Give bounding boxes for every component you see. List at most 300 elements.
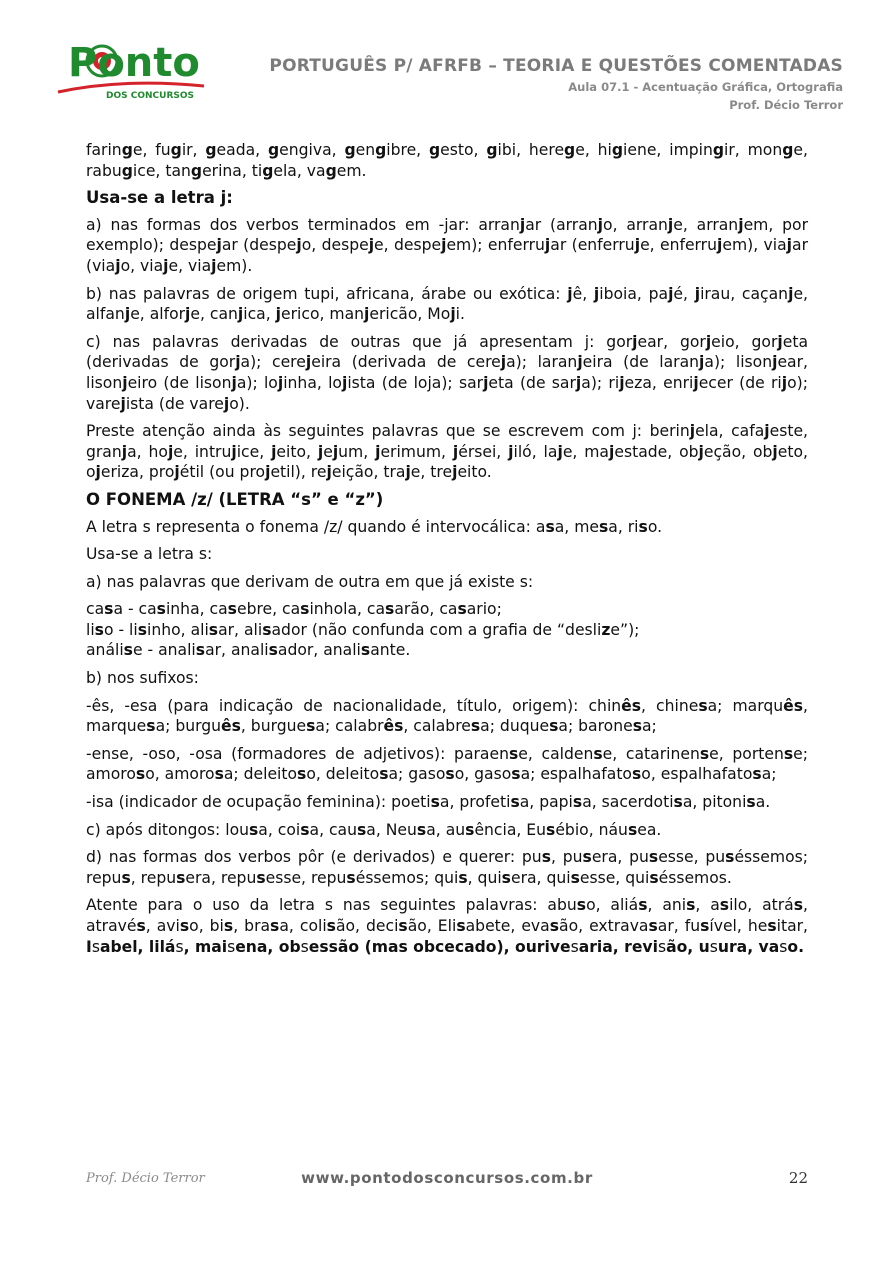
text-run: Preste atenção ainda às seguintes palavras que se escrevem com j: berin [86,422,690,441]
text-run: ica, [243,305,276,324]
text-run: Atente para o uso da letra s nas seguintes palavras: abu [86,896,577,915]
text-run: ear, lison [86,353,808,392]
highlighted-letter: j [115,256,121,275]
highlighted-letter: s [545,517,555,536]
text-run: ibi, here [497,141,565,159]
highlighted-letter: j [163,256,169,275]
text-run: a); lo [236,373,278,392]
highlighted-letter: s [357,820,367,839]
highlighted-letter: j [716,236,723,255]
text-run: o, aliá [586,896,639,915]
text-run: era, repu [185,868,257,887]
text-run: o - li [103,620,138,639]
section-heading: Usa-se a letra j: [86,188,233,208]
text-run: esse, pu [658,848,726,867]
text-run: a; marqu [707,696,784,715]
highlighted-letter: s [511,765,521,784]
text-run: esse, repu [265,868,347,887]
text-run: en [355,141,376,159]
text-run: , ani [647,896,687,915]
highlighted-letter: s [208,620,219,639]
highlighted-letter: j [693,373,699,392]
text-run: em); enferru [446,236,545,255]
text-run: ar (despe [221,236,297,255]
text-run: eto, o [86,442,808,482]
text-run: , chine [641,696,699,715]
text-run: ice, tan [132,161,191,180]
text-run: a, papi [519,793,573,812]
text-run: esse, qui [579,868,650,887]
highlighted-letter: j [577,353,583,372]
text-run: este, gran [86,422,808,461]
highlighted-letter: s [501,868,511,887]
text-run: s [779,937,788,956]
highlighted-letter: j [441,236,447,255]
highlighted-letter: s [570,868,580,887]
text-run: a) nas formas dos verbos terminados em -jar: arran [86,215,520,234]
text-run: ebre, ca [236,600,301,619]
text-run: a, ho [127,442,168,461]
text-run: ar (arran [525,215,598,234]
highlighted-letter: aria, revi [578,937,658,956]
highlighted-letter: s [576,896,587,915]
text-run: ar (enferru [550,236,635,255]
paragraph [86,332,808,414]
highlighted-letter: g [429,141,441,159]
highlighted-letter: s [176,868,186,887]
paragraph [86,517,808,538]
text-run: a; gaso [388,765,446,784]
highlighted-letter: s [546,820,556,839]
highlighted-letter: j [772,353,778,372]
paragraph [86,599,808,620]
highlighted-letter: s [638,896,648,915]
highlighted-letter: s [456,917,466,935]
document-body [86,140,808,964]
text-run: , avi [145,917,180,935]
text-run: a, profeti [439,793,511,812]
text-run: erico, man [281,305,365,324]
text-run: ista (de vare [125,394,224,413]
highlighted-letter: g [170,141,182,159]
text-run: itar, [776,917,809,935]
highlighted-letter: j [122,373,128,392]
text-run: abete, eva [465,917,550,935]
highlighted-letter: s [104,600,114,619]
text-run: i. [455,305,465,324]
text-run: e, alfan [86,284,808,324]
text-run: s [175,937,184,956]
text-run: e, despe [374,236,442,255]
text-run: b) nas palavras de origem tupi, africana, árabe ou exótica: [86,284,568,303]
paragraph [86,544,808,565]
highlighted-letter: s [457,600,467,619]
text-run: erimum, [380,442,453,461]
highlighted-letter: essão (mas obcecado), ourive [308,937,571,956]
highlighted-letter: j [95,463,101,482]
text-run: eiro (de lison [127,373,232,392]
highlighted-letter: j [575,373,582,392]
highlighted-letter: j [121,442,128,461]
highlighted-letter: ês [621,696,642,715]
footer-website-link[interactable]: www.pontodosconcursos.com.br [301,1169,593,1187]
footer-author: Prof. Décio Terror [86,1171,205,1186]
text-run: inhola, ca [309,600,386,619]
text-run: c) nas palavras derivadas de outras que já apresentam j: gor [86,332,633,351]
highlighted-letter: , mai [183,937,228,956]
page-number: 22 [788,1169,808,1187]
text-run: esto, [440,141,487,159]
highlighted-letter: j [698,442,704,461]
text-run: a, pitoni [682,793,747,812]
highlighted-letter: s [631,765,642,784]
text-run: b) nos sufixos: [86,669,199,688]
text-run: ear, gor [637,332,706,351]
highlighted-letter: s [627,820,638,839]
text-run: ar, fu [657,917,701,935]
text-run: ir, mon [724,141,783,159]
highlighted-letter: z [601,620,611,639]
text-run: , a [695,896,720,915]
ponto-logo [54,34,214,104]
paragraph [86,895,808,957]
highlighted-letter: g [121,161,133,180]
text-run: a) nas palavras que derivam de outra em que já existe s: [86,572,534,591]
highlighted-letter: g [267,141,280,159]
text-run: em. [336,161,367,180]
highlighted-letter: s [793,896,804,915]
text-run: ista (de loja); sar [347,373,484,392]
text-run: e, can [190,305,238,324]
text-run: a); laran [506,353,578,372]
text-run: o); vare [86,373,808,413]
highlighted-letter: s [300,820,310,839]
text-run: inho, ali [147,620,209,639]
highlighted-letter: s [632,717,642,736]
highlighted-letter: g [325,161,337,180]
highlighted-letter: s [783,744,794,763]
text-run: ela, cafa [695,422,765,441]
paragraph [86,668,808,689]
text-run: eira (derivada de cere [311,353,501,372]
highlighted-letter: j [271,442,277,461]
highlighted-letter: j [364,305,370,324]
text-run: e, tre [410,463,453,482]
highlighted-letter: j [211,256,217,275]
paragraph [86,421,808,483]
logo-mark [54,34,214,104]
highlighted-letter: s [249,820,259,839]
text-run: iboia, pa [599,284,669,303]
text-run: erina, ti [202,161,263,180]
text-run: farin [86,141,122,159]
text-run: a, ri [608,517,639,536]
highlighted-letter: s [385,600,395,619]
highlighted-letter: s [746,793,756,812]
highlighted-letter: j [231,373,237,392]
highlighted-letter: j [216,236,222,255]
highlighted-letter: j [452,463,458,482]
highlighted-letter: s [541,848,551,867]
highlighted-letter: g [486,141,498,159]
paragraph [86,744,808,785]
highlighted-letter: s [137,620,148,639]
highlighted-letter: s [470,717,481,736]
text-run: a; burgu [155,717,222,736]
highlighted-letter: j [764,422,770,441]
text-run: li [86,620,95,639]
highlighted-letter: j [405,463,411,482]
text-run: e, fu [132,141,171,159]
text-run: eriza, pro [100,463,175,482]
text-run: o, amoro [145,765,215,784]
text-run: o, espalhafato [641,765,753,784]
text-run: em), via [722,236,787,255]
paragraph [86,572,808,593]
highlighted-letter: s [146,717,156,736]
text-run: , pu [551,848,583,867]
highlighted-letter: s [700,917,710,935]
highlighted-letter: g [375,141,387,159]
highlighted-letter: s [572,793,583,812]
highlighted-letter: j [332,442,339,461]
paragraph [86,696,808,737]
highlighted-letter: g [121,141,133,159]
text-run: arão, ca [394,600,458,619]
highlighted-letter: s [549,717,559,736]
text-run: , bra [233,917,271,935]
text-run: e, rabu [86,141,808,180]
highlighted-letter: j [668,284,674,303]
text-run: Usa-se a letra s: [86,545,213,564]
highlighted-letter: I [86,937,92,956]
text-run: é, [673,284,695,303]
text-run: a; espalhafato [520,765,632,784]
text-run: a, cau [309,820,357,839]
highlighted-letter: g [344,141,356,159]
highlighted-letter: ês [783,696,804,715]
highlighted-letter: j [368,236,375,255]
paragraph [86,620,808,641]
text-run: ador (não confunda com a grafia de “desli [271,620,602,639]
text-run: o, deleito [306,765,380,784]
text-run: ecer (de ri [698,373,782,392]
highlighted-letter: s [416,820,427,839]
highlighted-letter: s [752,765,762,784]
highlighted-letter: s [725,848,735,867]
highlighted-letter: j [237,305,244,324]
highlighted-letter: s [360,641,371,660]
text-run: e, hi [575,141,612,159]
highlighted-letter: s [686,896,696,915]
highlighted-letter: j [508,442,514,461]
highlighted-letter: s [123,641,133,660]
text-run: irau, caçan [700,284,789,303]
highlighted-letter: s [379,765,389,784]
highlighted-letter: g [712,141,725,159]
text-run: , marque [86,696,808,736]
text-run: érsei, [458,442,509,461]
text-run: e, arran [673,215,739,234]
text-run: ador, anali [277,641,361,660]
text-run: ilo, atrá [729,896,794,915]
text-run: e [323,442,333,461]
text-run: ê, [572,284,594,303]
highlighted-letter: s [599,517,609,536]
text-run: a; barone [558,717,633,736]
highlighted-letter: j [305,353,312,372]
text-run: a. [755,793,771,812]
text-run: e, via [168,256,212,275]
highlighted-letter: j [557,442,563,461]
text-run: o, arran [603,215,668,234]
highlighted-letter: ão, u [666,937,710,956]
text-run: o, via [120,256,164,275]
highlighted-letter: j [375,442,381,461]
text-run: a; calabr [315,717,384,736]
text-run: eza, enri [624,373,694,392]
text-run: s [570,937,579,956]
highlighted-letter: j [544,236,551,255]
text-run: em, por exemplo); despe [86,215,808,255]
highlighted-letter: s [458,868,468,887]
highlighted-letter: j [235,353,241,372]
text-run: ar, anali [205,641,269,660]
text-run: a; [761,765,777,784]
section-heading: O FONEMA /z/ (LETRA “s” e “z”) [86,489,384,509]
text-run: ébio, náu [555,820,628,839]
highlighted-letter: j [689,422,696,441]
text-run: s [300,937,309,956]
text-run: inha, ca [165,600,228,619]
highlighted-letter: s [549,917,560,935]
text-run: ar, ali [218,620,263,639]
text-run: ante. [370,641,411,660]
highlighted-letter: s [94,620,104,639]
text-run: e, catarinen [602,744,700,763]
highlighted-letter: j [632,332,638,351]
text-run: o. [647,517,663,536]
text-run: engiva, [279,141,345,159]
highlighted-letter: s [297,765,307,784]
highlighted-letter: s [698,696,708,715]
highlighted-letter: j [452,442,459,461]
highlighted-letter: s [648,917,658,935]
text-run: ar (via [86,236,808,275]
text-run: eio, gor [711,332,778,351]
highlighted-letter: j [483,373,489,392]
highlighted-letter: j [174,463,180,482]
highlighted-letter: j [120,394,126,413]
highlighted-letter: j [223,394,230,413]
highlighted-letter: s [195,641,206,660]
highlighted-letter: g [782,141,794,159]
logo-subtext: DOS CONCURSOS [106,91,194,101]
highlighted-letter: s [306,717,316,736]
highlighted-letter: j [619,373,625,392]
text-run: iene, impin [623,141,713,159]
text-run: ea. [637,820,662,839]
text-run: ario; [466,600,502,619]
text-run: éssemos. [658,868,732,887]
text-run: inha, lo [283,373,342,392]
highlighted-letter: j [609,442,615,461]
highlighted-letter: s [719,896,730,915]
text-run: iló, la [513,442,558,461]
text-run: ão, Eli [407,917,457,935]
highlighted-letter: j [699,353,705,372]
highlighted-letter: s [270,917,280,935]
header-author: Prof. Décio Terror [729,98,843,112]
text-run: ca [86,600,105,619]
highlighted-letter: s [465,820,475,839]
highlighted-letter: j [326,463,332,482]
logo-text: Ponto [68,40,200,86]
highlighted-letter: s [398,917,408,935]
highlighted-letter: g [205,141,217,159]
paragraph [86,792,808,813]
text-run: s [709,937,718,956]
text-run: a, Neu [366,820,417,839]
highlighted-letter: s [214,765,224,784]
text-run: eção, ob [703,442,773,461]
text-run: eta (derivadas de gor [86,332,808,372]
highlighted-letter: j [450,305,456,324]
highlighted-letter: g [611,141,624,159]
text-run: s [227,937,236,956]
text-run: o, gaso [454,765,512,784]
highlighted-letter: j [667,215,674,234]
text-run: ível, he [709,917,768,935]
text-run: -ês, -esa (para indicação de nacionalidade, título, origem): chin [86,696,622,715]
text-run: ibre, [386,141,429,159]
highlighted-letter: s [262,620,272,639]
text-run: a; [642,717,657,736]
text-run: ice, [236,442,272,461]
text-run: a, coi [258,820,301,839]
highlighted-letter: j [593,284,600,303]
highlighted-letter: j [694,284,701,303]
highlighted-letter: j [341,373,348,392]
highlighted-letter: s [121,868,131,887]
text-run: a, sacerdoti [582,793,674,812]
highlighted-letter: s [648,848,659,867]
text-run: étil (ou pro [179,463,266,482]
highlighted-letter: j [185,305,191,324]
highlighted-letter: g [190,161,203,180]
text-run: ão, deci [335,917,399,935]
highlighted-letter: j [705,332,712,351]
text-run: , burgue [240,717,307,736]
text-run: eito, [276,442,318,461]
text-run: em). [216,256,253,275]
text-run: eito. [457,463,492,482]
text-run: estade, ob [614,442,699,461]
text-run: a; duque [480,717,550,736]
highlighted-letter: j [567,284,573,303]
text-run: o, despe [301,236,369,255]
highlighted-letter: s [300,600,310,619]
highlighted-letter: j [277,373,284,392]
text-run: ão, extrava [559,917,649,935]
highlighted-letter: s [673,793,683,812]
highlighted-letter: ena, ob [235,937,301,956]
paragraph [86,847,808,888]
text-run: , repu [130,868,177,887]
highlighted-letter: s [430,793,440,812]
highlighted-letter: s [767,917,777,935]
text-run: e, ma [562,442,609,461]
